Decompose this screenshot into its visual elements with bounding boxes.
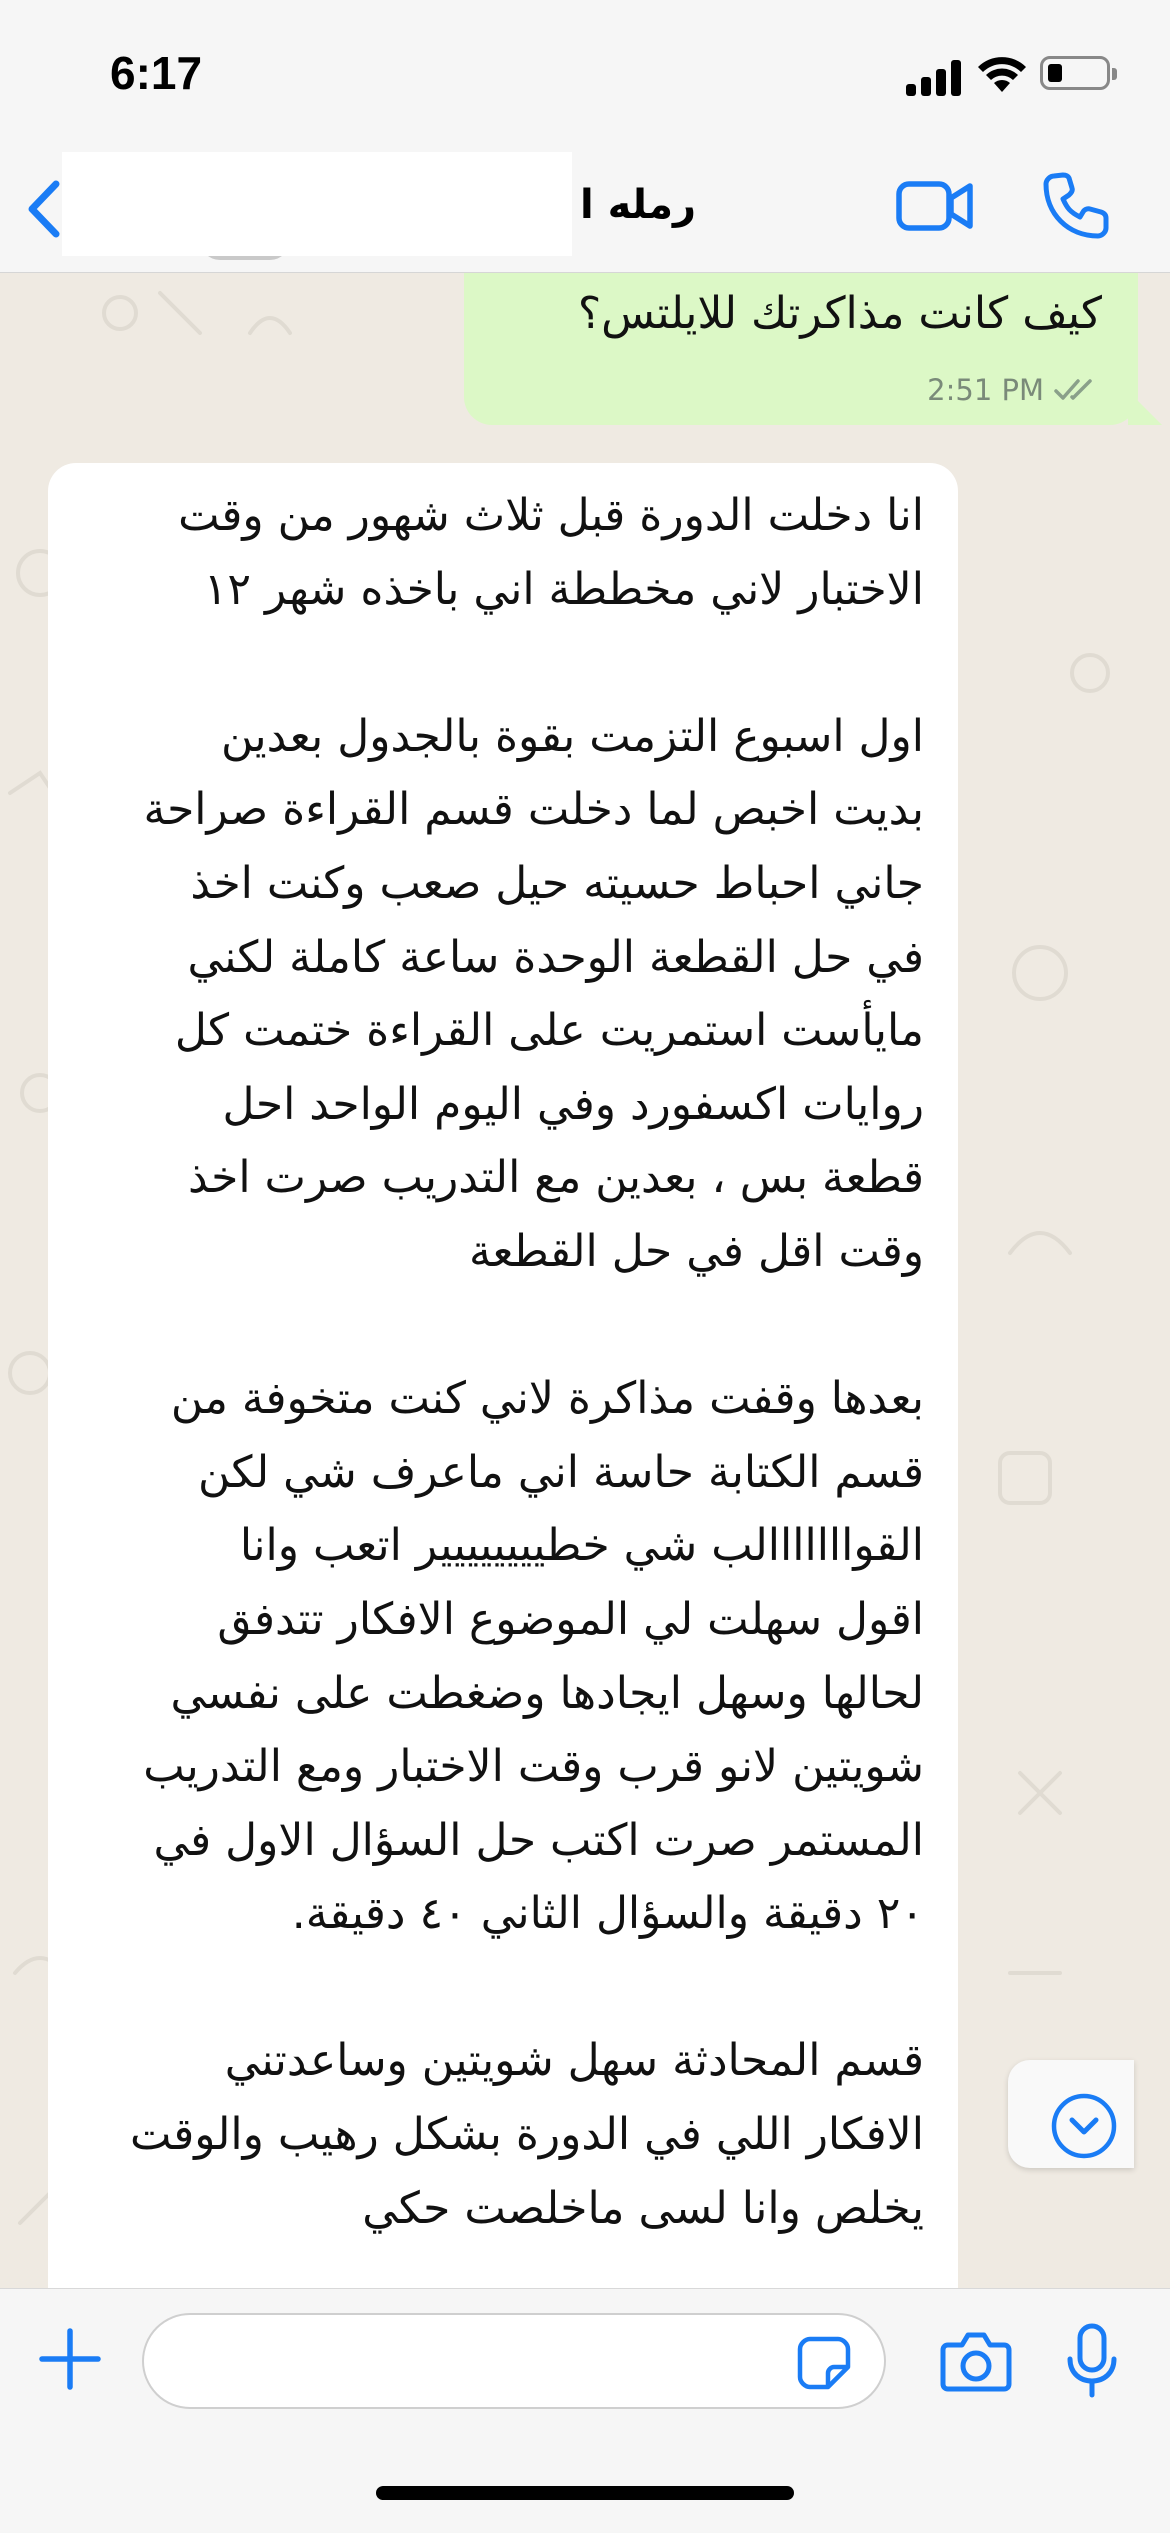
wifi-icon (976, 54, 1028, 94)
message-time: 2:51 PM (927, 373, 1044, 407)
outgoing-message[interactable] (464, 273, 1138, 425)
camera-button[interactable] (940, 2329, 1012, 2393)
bubble-tail (1128, 391, 1162, 425)
message-input[interactable] (142, 2313, 886, 2409)
contact-name[interactable]: رمله ا (580, 182, 697, 228)
chevron-down-circle-icon (1050, 2092, 1118, 2160)
status-time: 6:17 (110, 47, 203, 99)
message-text: انا دخلت الدورة قبل ثلاث شهور من وقت الاختبار لاني مخططة اني باخذه شهر ١٢ اول اسبوع التزمت بقوة بالجدول بعدين بديت اخبص لما دخلت قسم القراءة صراحة جاني احباط حسيته حيل صعب وكنت اخذ في حل القطعة الوحدة ساعة كاملة لكني مايأست استمريت على القراءة ختمت كل روايات اكسفورد وفي اليوم الواحد احل قطعة بس ، بعدين مع التدريب صرت اخذ وقت اقل في حل القطعة بعدها وقفت مذاكرة لاني كنت متخوفة من قسم الكتابة حاسة اني ماعرف شي لكن القوااااااالب شي خطيييييييير اتعب وانا اقول سهلت لي الموضوع الافكار تتدفق لحالها وسهل ايجادها وضغطت على نفسي شويتين لانو قرب وقت الاختبار ومع التدريب المستمر صرت اكتب حل السؤال الاول في ٢٠ دقيقة والسؤال الثاني ٤٠ دقيقة. قسم المحادثة سهل شويتين وساعدتني الافكار اللي في الدورة بشكل رهيب والوقت يخلص وانا لسى ماخلصت حكي (130, 490, 924, 2234)
cellular-signal-icon (906, 60, 964, 96)
home-indicator[interactable] (376, 2486, 794, 2500)
video-call-button[interactable] (896, 170, 974, 242)
microphone-button[interactable] (1066, 2323, 1118, 2399)
message-meta (927, 373, 1100, 407)
redacted-area (62, 152, 572, 256)
chat-area[interactable] (0, 273, 1170, 2288)
double-check-icon (1054, 377, 1100, 403)
voice-call-button[interactable] (1040, 170, 1112, 242)
incoming-message[interactable] (48, 463, 958, 2363)
attach-plus-button[interactable] (38, 2327, 102, 2391)
battery-icon (1040, 56, 1110, 90)
scroll-to-bottom-button[interactable] (1008, 2060, 1134, 2168)
sticker-button[interactable] (796, 2335, 852, 2391)
status-bar (0, 0, 1170, 150)
message-text: كيف كانت مذاكرتك للايلتس؟ (577, 288, 1102, 339)
